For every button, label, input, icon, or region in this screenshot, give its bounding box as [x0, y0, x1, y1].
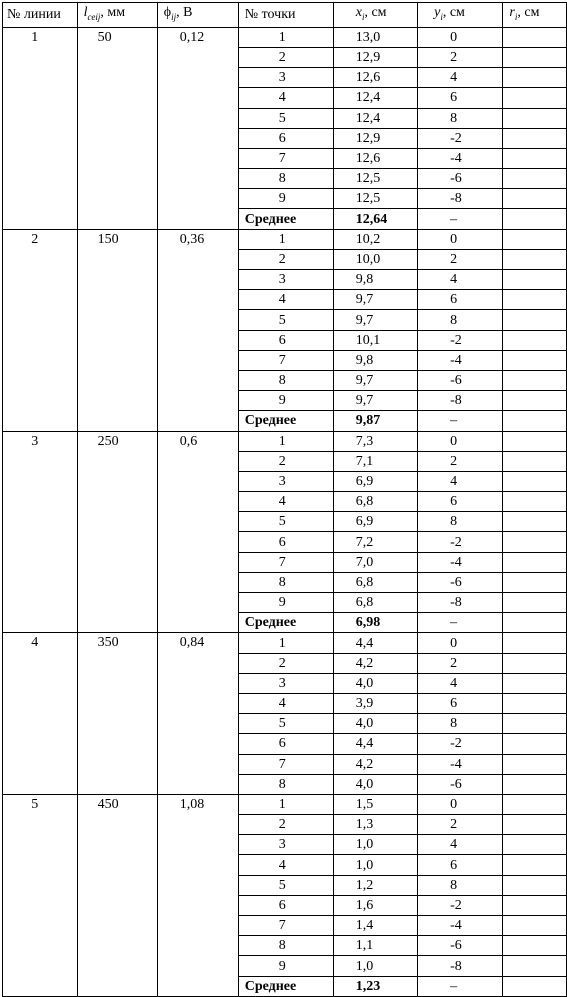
r-value-cell	[503, 270, 567, 290]
point-number-cell: 7	[238, 350, 333, 370]
x-value-cell: 6,8	[333, 572, 417, 592]
y-value-cell: -2	[418, 895, 503, 915]
average-y-dash: –	[418, 976, 503, 996]
y-value-cell: 2	[418, 47, 503, 67]
point-number-cell: 4	[238, 290, 333, 310]
point-number-cell: 4	[238, 855, 333, 875]
r-value-cell	[503, 108, 567, 128]
point-number-cell: 3	[238, 68, 333, 88]
x-value-cell: 1,6	[333, 895, 417, 915]
header-potential: $\phi_{ij}$, В	[157, 3, 238, 28]
point-number-cell: 3	[238, 270, 333, 290]
x-value-cell: 6,8	[333, 593, 417, 613]
x-value-cell: 3,9	[333, 693, 417, 713]
r-value-cell	[503, 653, 567, 673]
table-row	[3, 431, 567, 451]
r-value-cell	[503, 229, 567, 249]
average-x-value: 6,98	[333, 613, 417, 633]
r-value-cell	[503, 451, 567, 471]
r-value-cell	[503, 391, 567, 411]
y-value-cell: 0	[418, 794, 503, 814]
length-cell: 250	[77, 431, 157, 633]
y-value-cell: 4	[418, 471, 503, 491]
average-r-value	[503, 613, 567, 633]
table-row	[3, 27, 567, 47]
length-cell: 150	[77, 229, 157, 431]
x-value-cell: 1,2	[333, 875, 417, 895]
point-number-cell: 3	[238, 673, 333, 693]
r-value-cell	[503, 310, 567, 330]
y-value-cell: -2	[418, 128, 503, 148]
y-value-cell: 0	[418, 229, 503, 249]
table-row	[3, 633, 567, 653]
header-x: $x_i$, см	[333, 3, 417, 28]
y-value-cell: 4	[418, 835, 503, 855]
y-value-cell: -4	[418, 148, 503, 168]
y-value-cell: 8	[418, 714, 503, 734]
r-value-cell	[503, 47, 567, 67]
point-number-cell: 5	[238, 512, 333, 532]
potential-cell: 0,84	[157, 633, 238, 795]
y-value-cell: 0	[418, 27, 503, 47]
r-value-cell	[503, 88, 567, 108]
line-number-cell: 2	[3, 229, 78, 431]
x-value-cell: 12,4	[333, 108, 417, 128]
point-number-cell: 9	[238, 956, 333, 976]
x-value-cell: 10,0	[333, 249, 417, 269]
average-x-value: 12,64	[333, 209, 417, 229]
point-number-cell: 5	[238, 108, 333, 128]
y-value-cell: -6	[418, 936, 503, 956]
length-cell: 450	[77, 794, 157, 996]
y-value-cell: -4	[418, 350, 503, 370]
header-row	[3, 3, 567, 28]
line-number-cell: 5	[3, 794, 78, 996]
r-value-cell	[503, 815, 567, 835]
line-number-cell: 4	[3, 633, 78, 795]
x-value-cell: 10,2	[333, 229, 417, 249]
point-number-cell: 7	[238, 148, 333, 168]
header-r: $r_i$, см	[503, 3, 567, 28]
x-value-cell: 4,4	[333, 734, 417, 754]
point-number-cell: 1	[238, 794, 333, 814]
point-number-cell: 9	[238, 391, 333, 411]
r-value-cell	[503, 330, 567, 350]
r-value-cell	[503, 754, 567, 774]
r-value-cell	[503, 693, 567, 713]
y-value-cell: 8	[418, 875, 503, 895]
x-value-cell: 12,6	[333, 68, 417, 88]
r-value-cell	[503, 128, 567, 148]
point-number-cell: 3	[238, 471, 333, 491]
y-value-cell: -8	[418, 593, 503, 613]
average-y-dash: –	[418, 209, 503, 229]
y-value-cell: -4	[418, 916, 503, 936]
r-value-cell	[503, 189, 567, 209]
x-value-cell: 4,2	[333, 754, 417, 774]
line-number-cell: 3	[3, 431, 78, 633]
average-y-dash: –	[418, 613, 503, 633]
point-number-cell: 7	[238, 916, 333, 936]
y-value-cell: 4	[418, 270, 503, 290]
y-value-cell: 2	[418, 815, 503, 835]
point-number-cell: 8	[238, 774, 333, 794]
average-label: Среднее	[238, 613, 333, 633]
r-value-cell	[503, 794, 567, 814]
y-value-cell: -2	[418, 532, 503, 552]
x-value-cell: 7,1	[333, 451, 417, 471]
x-value-cell: 12,5	[333, 169, 417, 189]
x-value-cell: 4,4	[333, 633, 417, 653]
y-value-cell: 6	[418, 88, 503, 108]
point-number-cell: 6	[238, 330, 333, 350]
x-value-cell: 12,5	[333, 189, 417, 209]
r-value-cell	[503, 895, 567, 915]
point-number-cell: 4	[238, 693, 333, 713]
r-value-cell	[503, 835, 567, 855]
point-number-cell: 7	[238, 754, 333, 774]
r-value-cell	[503, 532, 567, 552]
r-value-cell	[503, 855, 567, 875]
point-number-cell: 5	[238, 714, 333, 734]
r-value-cell	[503, 593, 567, 613]
r-value-cell	[503, 673, 567, 693]
r-value-cell	[503, 572, 567, 592]
x-value-cell: 6,9	[333, 471, 417, 491]
y-value-cell: -8	[418, 189, 503, 209]
r-value-cell	[503, 734, 567, 754]
x-value-cell: 7,3	[333, 431, 417, 451]
x-value-cell: 10,1	[333, 330, 417, 350]
table-row	[3, 229, 567, 249]
x-value-cell: 7,0	[333, 552, 417, 572]
y-value-cell: -8	[418, 956, 503, 976]
x-value-cell: 1,0	[333, 855, 417, 875]
r-value-cell	[503, 249, 567, 269]
x-value-cell: 1,0	[333, 835, 417, 855]
point-number-cell: 6	[238, 128, 333, 148]
point-number-cell: 5	[238, 310, 333, 330]
x-value-cell: 4,0	[333, 673, 417, 693]
r-value-cell	[503, 552, 567, 572]
y-value-cell: 0	[418, 633, 503, 653]
average-label: Среднее	[238, 209, 333, 229]
y-value-cell: -6	[418, 370, 503, 390]
point-number-cell: 6	[238, 734, 333, 754]
point-number-cell: 6	[238, 895, 333, 915]
r-value-cell	[503, 169, 567, 189]
y-value-cell: 8	[418, 310, 503, 330]
x-value-cell: 12,9	[333, 47, 417, 67]
point-number-cell: 2	[238, 815, 333, 835]
potential-cell: 0,12	[157, 27, 238, 229]
x-value-cell: 9,7	[333, 310, 417, 330]
point-number-cell: 2	[238, 653, 333, 673]
r-value-cell	[503, 936, 567, 956]
r-value-cell	[503, 956, 567, 976]
y-value-cell: 6	[418, 693, 503, 713]
point-number-cell: 2	[238, 47, 333, 67]
potential-cell: 1,08	[157, 794, 238, 996]
y-value-cell: -8	[418, 391, 503, 411]
y-value-cell: -4	[418, 552, 503, 572]
r-value-cell	[503, 774, 567, 794]
point-number-cell: 9	[238, 189, 333, 209]
header-length: $l_{сеij}$, мм	[77, 3, 157, 28]
r-value-cell	[503, 512, 567, 532]
x-value-cell: 1,1	[333, 936, 417, 956]
x-value-cell: 1,4	[333, 916, 417, 936]
point-number-cell: 4	[238, 492, 333, 512]
length-cell: 50	[77, 27, 157, 229]
y-value-cell: 6	[418, 855, 503, 875]
x-value-cell: 4,0	[333, 714, 417, 734]
header-point: № точки	[238, 3, 333, 28]
y-value-cell: 8	[418, 108, 503, 128]
y-value-cell: 2	[418, 249, 503, 269]
average-r-value	[503, 209, 567, 229]
point-number-cell: 8	[238, 936, 333, 956]
x-value-cell: 9,8	[333, 350, 417, 370]
average-r-value	[503, 976, 567, 996]
x-value-cell: 12,6	[333, 148, 417, 168]
average-x-value: 1,23	[333, 976, 417, 996]
average-label: Среднее	[238, 976, 333, 996]
x-value-cell: 1,0	[333, 956, 417, 976]
x-value-cell: 12,4	[333, 88, 417, 108]
y-value-cell: 6	[418, 492, 503, 512]
r-value-cell	[503, 916, 567, 936]
x-value-cell: 4,0	[333, 774, 417, 794]
potential-cell: 0,6	[157, 431, 238, 633]
y-value-cell: 6	[418, 290, 503, 310]
y-value-cell: -6	[418, 169, 503, 189]
r-value-cell	[503, 431, 567, 451]
point-number-cell: 1	[238, 633, 333, 653]
point-number-cell: 8	[238, 370, 333, 390]
point-number-cell: 2	[238, 249, 333, 269]
y-value-cell: 8	[418, 512, 503, 532]
y-value-cell: -2	[418, 330, 503, 350]
r-value-cell	[503, 471, 567, 491]
x-value-cell: 12,9	[333, 128, 417, 148]
table-body	[3, 27, 567, 996]
x-value-cell: 7,2	[333, 532, 417, 552]
average-r-value	[503, 411, 567, 431]
r-value-cell	[503, 148, 567, 168]
y-value-cell: 0	[418, 431, 503, 451]
x-value-cell: 4,2	[333, 653, 417, 673]
header-y: $y_i$, см	[418, 3, 503, 28]
x-value-cell: 9,7	[333, 391, 417, 411]
r-value-cell	[503, 290, 567, 310]
x-value-cell: 1,3	[333, 815, 417, 835]
x-value-cell: 6,8	[333, 492, 417, 512]
point-number-cell: 1	[238, 27, 333, 47]
r-value-cell	[503, 68, 567, 88]
x-value-cell: 1,5	[333, 794, 417, 814]
r-value-cell	[503, 492, 567, 512]
point-number-cell: 1	[238, 431, 333, 451]
point-number-cell: 1	[238, 229, 333, 249]
average-x-value: 9,87	[333, 411, 417, 431]
point-number-cell: 3	[238, 835, 333, 855]
potential-cell: 0,36	[157, 229, 238, 431]
y-value-cell: 2	[418, 451, 503, 471]
average-y-dash: –	[418, 411, 503, 431]
y-value-cell: 4	[418, 673, 503, 693]
point-number-cell: 7	[238, 552, 333, 572]
point-number-cell: 8	[238, 572, 333, 592]
y-value-cell: -4	[418, 754, 503, 774]
y-value-cell: 4	[418, 68, 503, 88]
header-line: № линии	[3, 3, 78, 28]
y-value-cell: -6	[418, 572, 503, 592]
y-value-cell: -6	[418, 774, 503, 794]
r-value-cell	[503, 633, 567, 653]
length-cell: 350	[77, 633, 157, 795]
line-number-cell: 1	[3, 27, 78, 229]
point-number-cell: 8	[238, 169, 333, 189]
point-number-cell: 6	[238, 532, 333, 552]
x-value-cell: 6,9	[333, 512, 417, 532]
r-value-cell	[503, 875, 567, 895]
r-value-cell	[503, 370, 567, 390]
point-number-cell: 9	[238, 593, 333, 613]
r-value-cell	[503, 714, 567, 734]
data-table	[2, 2, 567, 997]
table-row	[3, 794, 567, 814]
y-value-cell: -2	[418, 734, 503, 754]
point-number-cell: 5	[238, 875, 333, 895]
point-number-cell: 4	[238, 88, 333, 108]
y-value-cell: 2	[418, 653, 503, 673]
x-value-cell: 9,7	[333, 290, 417, 310]
x-value-cell: 9,7	[333, 370, 417, 390]
point-number-cell: 2	[238, 451, 333, 471]
x-value-cell: 13,0	[333, 27, 417, 47]
average-label: Среднее	[238, 411, 333, 431]
x-value-cell: 9,8	[333, 270, 417, 290]
r-value-cell	[503, 350, 567, 370]
r-value-cell	[503, 27, 567, 47]
